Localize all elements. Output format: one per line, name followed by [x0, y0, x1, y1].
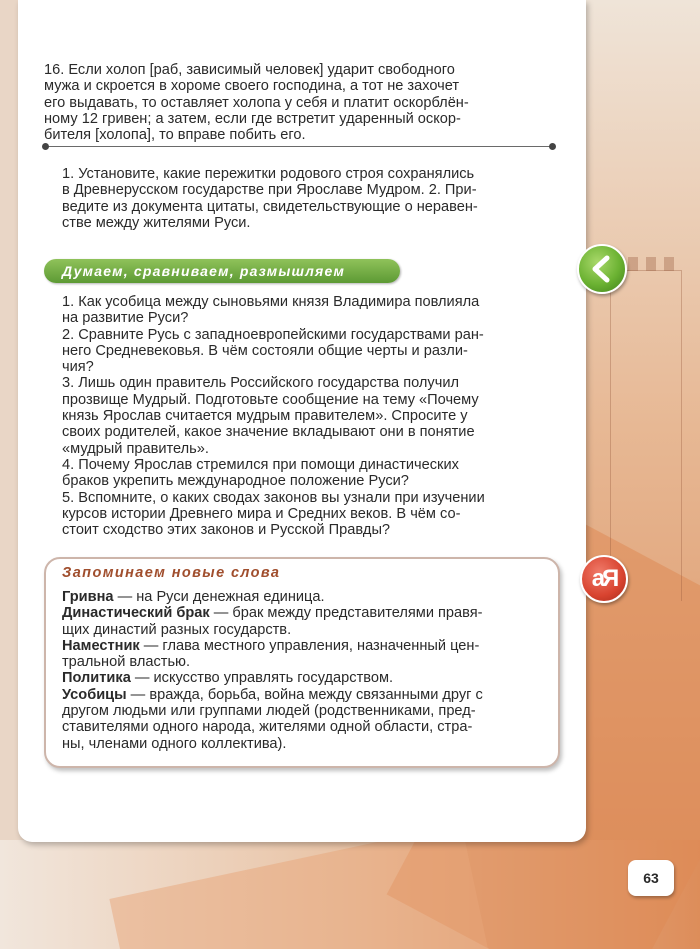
vocab-definition: — глава местного управления, назначенный цен-: [139, 637, 480, 654]
text-line: ному 12 гривен; а затем, если где встретит ударенный оскор-: [44, 110, 461, 127]
document-tasks: [62, 166, 542, 231]
vocab-term: Политика: [62, 670, 131, 687]
document-quote: [44, 62, 544, 143]
vocab-term: Династический брак: [62, 605, 210, 622]
vocab-term: Наместник: [62, 637, 140, 654]
text-line: курсов истории Древнего мира и Средних веков. В чём со-: [62, 505, 461, 522]
text-line: 5. Вспомните, о каких сводах законов вы узнали при изучении: [62, 489, 485, 506]
divider-dot: [42, 143, 49, 150]
vocab-entry-cont: ны, членами одного коллектива).: [62, 735, 287, 752]
vocab-entry: [62, 687, 542, 703]
vocab-entry: [62, 670, 542, 686]
text-line: браков укрепить международное положение Руси?: [62, 473, 409, 490]
vocab-term: Усобицы: [62, 686, 127, 703]
vocab-definition: — искусство управлять государством.: [130, 670, 394, 687]
text-line: прозвище Мудрый. Подготовьте сообщение на тему «Почему: [62, 391, 479, 408]
text-line: 2. Сравните Русь с западноевропейскими государствами ран-: [62, 326, 484, 343]
text-line: 16. Если холоп [раб, зависимый человек] ударит свободного: [44, 62, 455, 78]
text-line: 1. Как усобица между сыновьями князя Владимира повлияла: [62, 294, 480, 310]
text-line: бителя [холопа], то вправе побить его.: [44, 127, 306, 144]
text-line: 4. Почему Ярослав стремился при помощи династических: [62, 456, 459, 473]
text-line: на развитие Руси?: [62, 310, 189, 327]
text-line: него Средневековья. В чём состояли общие черты и разли-: [62, 342, 468, 359]
text-line: «мудрый правитель».: [62, 440, 209, 457]
section-title: Думаем, сравниваем, размышляем: [44, 259, 400, 283]
text-line: своих родителей, какое значение вкладывают они в понятие: [62, 424, 475, 441]
text-line: ведите из документа цитаты, свидетельствующие о неравен-: [62, 198, 478, 215]
back-arrow-icon[interactable]: [577, 244, 627, 294]
vocab-definition: — на Руси денежная единица.: [113, 589, 325, 605]
text-line: его выдавать, то оставляет холопа у себя и платит оскорблён-: [44, 94, 469, 111]
vocab-definition: — вражда, борьба, война между связанными друг с: [126, 686, 483, 703]
vocab-definition: — брак между представителями правя-: [209, 605, 483, 622]
text-line: 1. Установите, какие пережитки родового строя сохранялись: [62, 166, 475, 182]
vocab-entry-cont: другом людьми или группами людей (родственниками, пред-: [62, 703, 476, 720]
questions-list: [62, 294, 542, 538]
text-line: стве между жителями Руси.: [62, 214, 251, 231]
vocabulary-list: [62, 589, 542, 752]
page-number: 63: [628, 860, 674, 896]
vocab-term: Гривна: [62, 589, 114, 605]
text-line: чия?: [62, 359, 94, 376]
vocab-entry: [62, 589, 542, 605]
text-line: мужа и скроется в хороме своего господина, а тот не захочет: [44, 78, 460, 95]
text-line: в Древнерусском государстве при Ярославе Мудром. 2. При-: [62, 182, 477, 199]
vocab-entry: [62, 638, 542, 654]
vocab-entry-cont: ставителями одного народа, жителями одной области, стра-: [62, 719, 473, 736]
chevron-left-icon: [588, 255, 616, 283]
text-line: стоит сходство этих законов и Русской Правды?: [62, 522, 391, 539]
vocabulary-title: Запоминаем новые слова: [62, 565, 281, 581]
section-divider: [46, 146, 552, 147]
divider-dot: [549, 143, 556, 150]
tower-sketch: [610, 270, 682, 601]
text-line: 3. Лишь один правитель Российского государства получил: [62, 375, 460, 392]
vocab-entry: [62, 605, 542, 621]
dictionary-icon[interactable]: аЯ: [580, 555, 628, 603]
text-line: князь Ярослав считается мудрым правителем». Спросите у: [62, 408, 468, 425]
vocab-entry-cont: щих династий разных государств.: [62, 621, 292, 638]
vocab-entry-cont: тральной властью.: [62, 654, 191, 671]
